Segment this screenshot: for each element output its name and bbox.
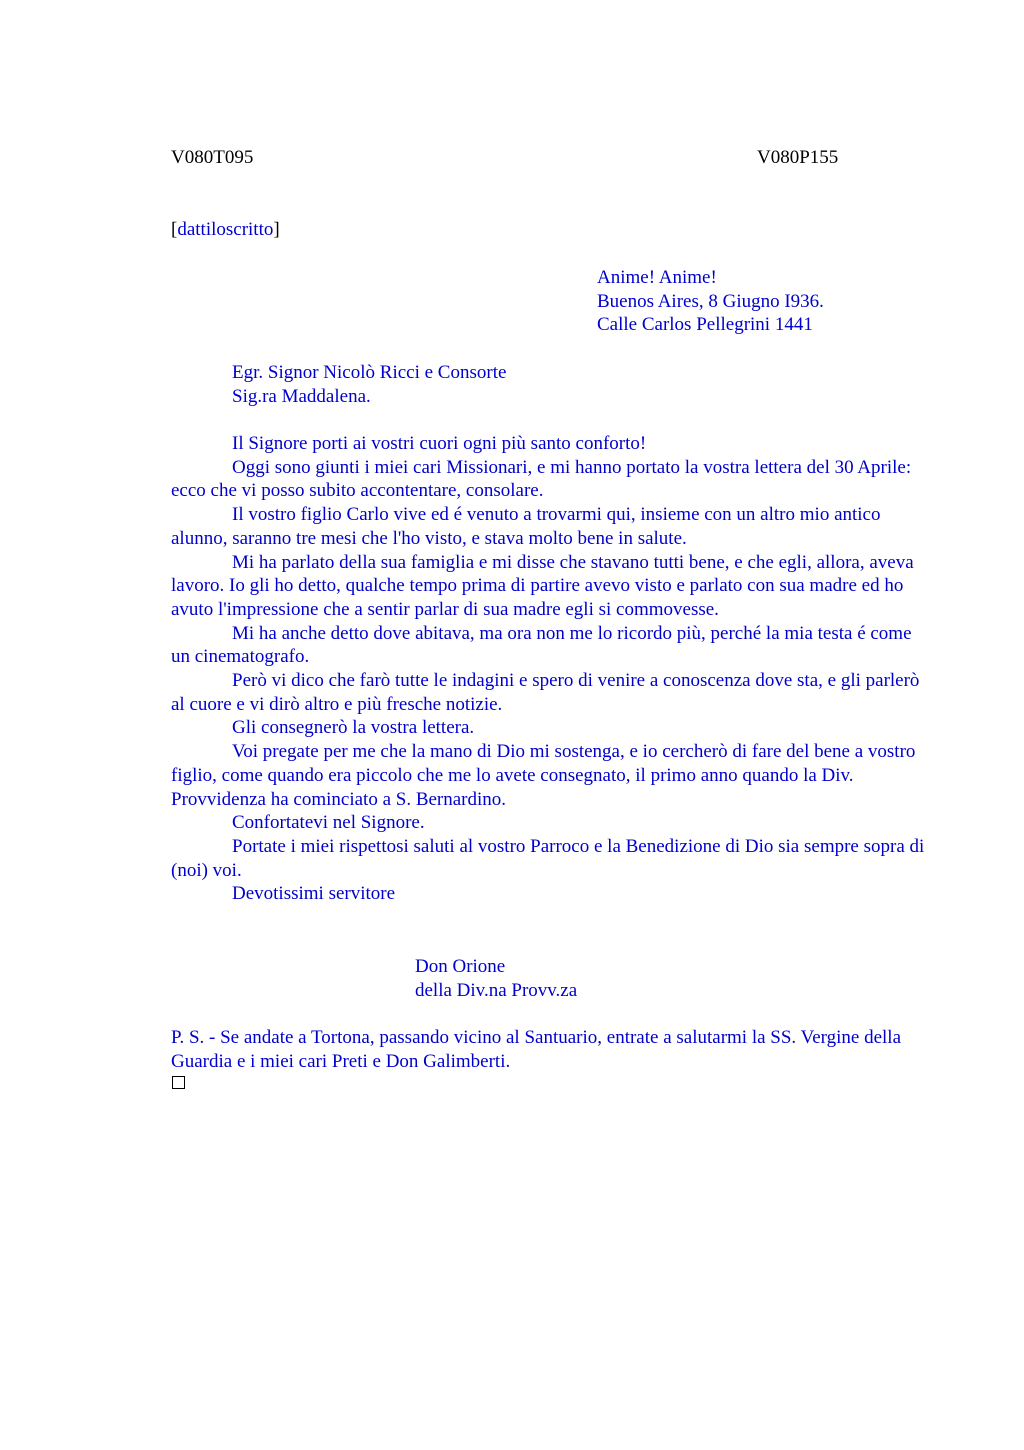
signature-block — [415, 955, 577, 1002]
body-paragraph: Oggi sono giunti i miei cari Missionari, e mi hanno portato la vostra lettera del 30 Aprile: ecco che vi posso subito accontentare, consolare. — [171, 456, 912, 502]
addressee-line-1: Egr. Signor Nicolò Ricci e Consorte — [232, 362, 507, 383]
body-paragraph: Devotissimi servitore — [232, 883, 396, 905]
typescript-tag — [171, 218, 280, 242]
body-paragraph: Mi ha anche detto dove abitava, ma ora non me lo ricordo più, perché la mia testa é come un cinematografo. — [171, 622, 912, 668]
signature-name: Don Orione — [415, 956, 506, 977]
body-paragraph: Gli consegnerò la vostra lettera. — [232, 717, 475, 739]
document-code-right: V080P155 — [757, 147, 839, 168]
document-code-left: V080T095 — [171, 147, 254, 168]
heading-address: Calle Carlos Pellegrini 1441 — [597, 314, 813, 336]
tag-open-bracket: [ — [171, 219, 178, 240]
body-paragraph: Voi pregate per me che la mano di Dio mi sostenga, e io cercherò di fare del bene a vostro figlio, come quando era piccolo che me lo avete consegnato, il primo anno quando la Div. Provvidenza ha cominciato a S. Bernardino. — [171, 741, 916, 810]
heading-motto: Anime! Anime! — [597, 267, 717, 288]
addressee-line-2: Sig.ra Maddalena. — [232, 385, 371, 407]
signature-title: della Div.na Provv.za — [415, 979, 578, 1001]
tag-label: dattiloscritto — [177, 219, 274, 240]
body-paragraph: Il vostro figlio Carlo vive ed é venuto a trovarmi qui, insieme con un altro mio antico alunno, saranno tre mesi che l'ho visto, e stava molto bene in salute. — [171, 504, 881, 549]
addressee-block — [232, 361, 506, 408]
body-paragraph: Portate i miei rispettosi saluti al vostro Parroco e la Benedizione di Dio sia sempre sopra di (noi) voi. — [171, 835, 925, 881]
body-paragraph: Il Signore porti ai vostri cuori ogni più santo conforto! — [232, 433, 647, 454]
postscript — [171, 1026, 931, 1073]
letter-heading — [597, 266, 824, 337]
body-paragraph: Mi ha parlato della sua famiglia e mi disse che stavano tutti bene, e che egli, allora, aveva lavoro. Io gli ho detto, qualche tempo prima di partire avevo visto e parlato con sua madre ed ho avuto l'impressione che a sentir parlar di sua madre egli si commovesse. — [171, 551, 914, 620]
square-icon — [172, 1076, 185, 1089]
postscript-text: P. S. - Se andate a Tortona, passando vicino al Santuario, entrate a salutarmi la SS. Vergine della Guardia e i miei cari Preti e Don Galimberti. — [171, 1027, 902, 1072]
heading-place-date: Buenos Aires, 8 Giugno I936. — [597, 290, 824, 312]
letter-body — [171, 432, 931, 906]
body-paragraph: Confortatevi nel Signore. — [232, 812, 425, 834]
body-paragraph: Però vi dico che farò tutte le indagini e spero di venire a conoscenza dove sta, e gli parlerò al cuore e vi dirò altro e più fresche notizie. — [171, 670, 920, 715]
tag-close-bracket: ] — [273, 219, 280, 240]
